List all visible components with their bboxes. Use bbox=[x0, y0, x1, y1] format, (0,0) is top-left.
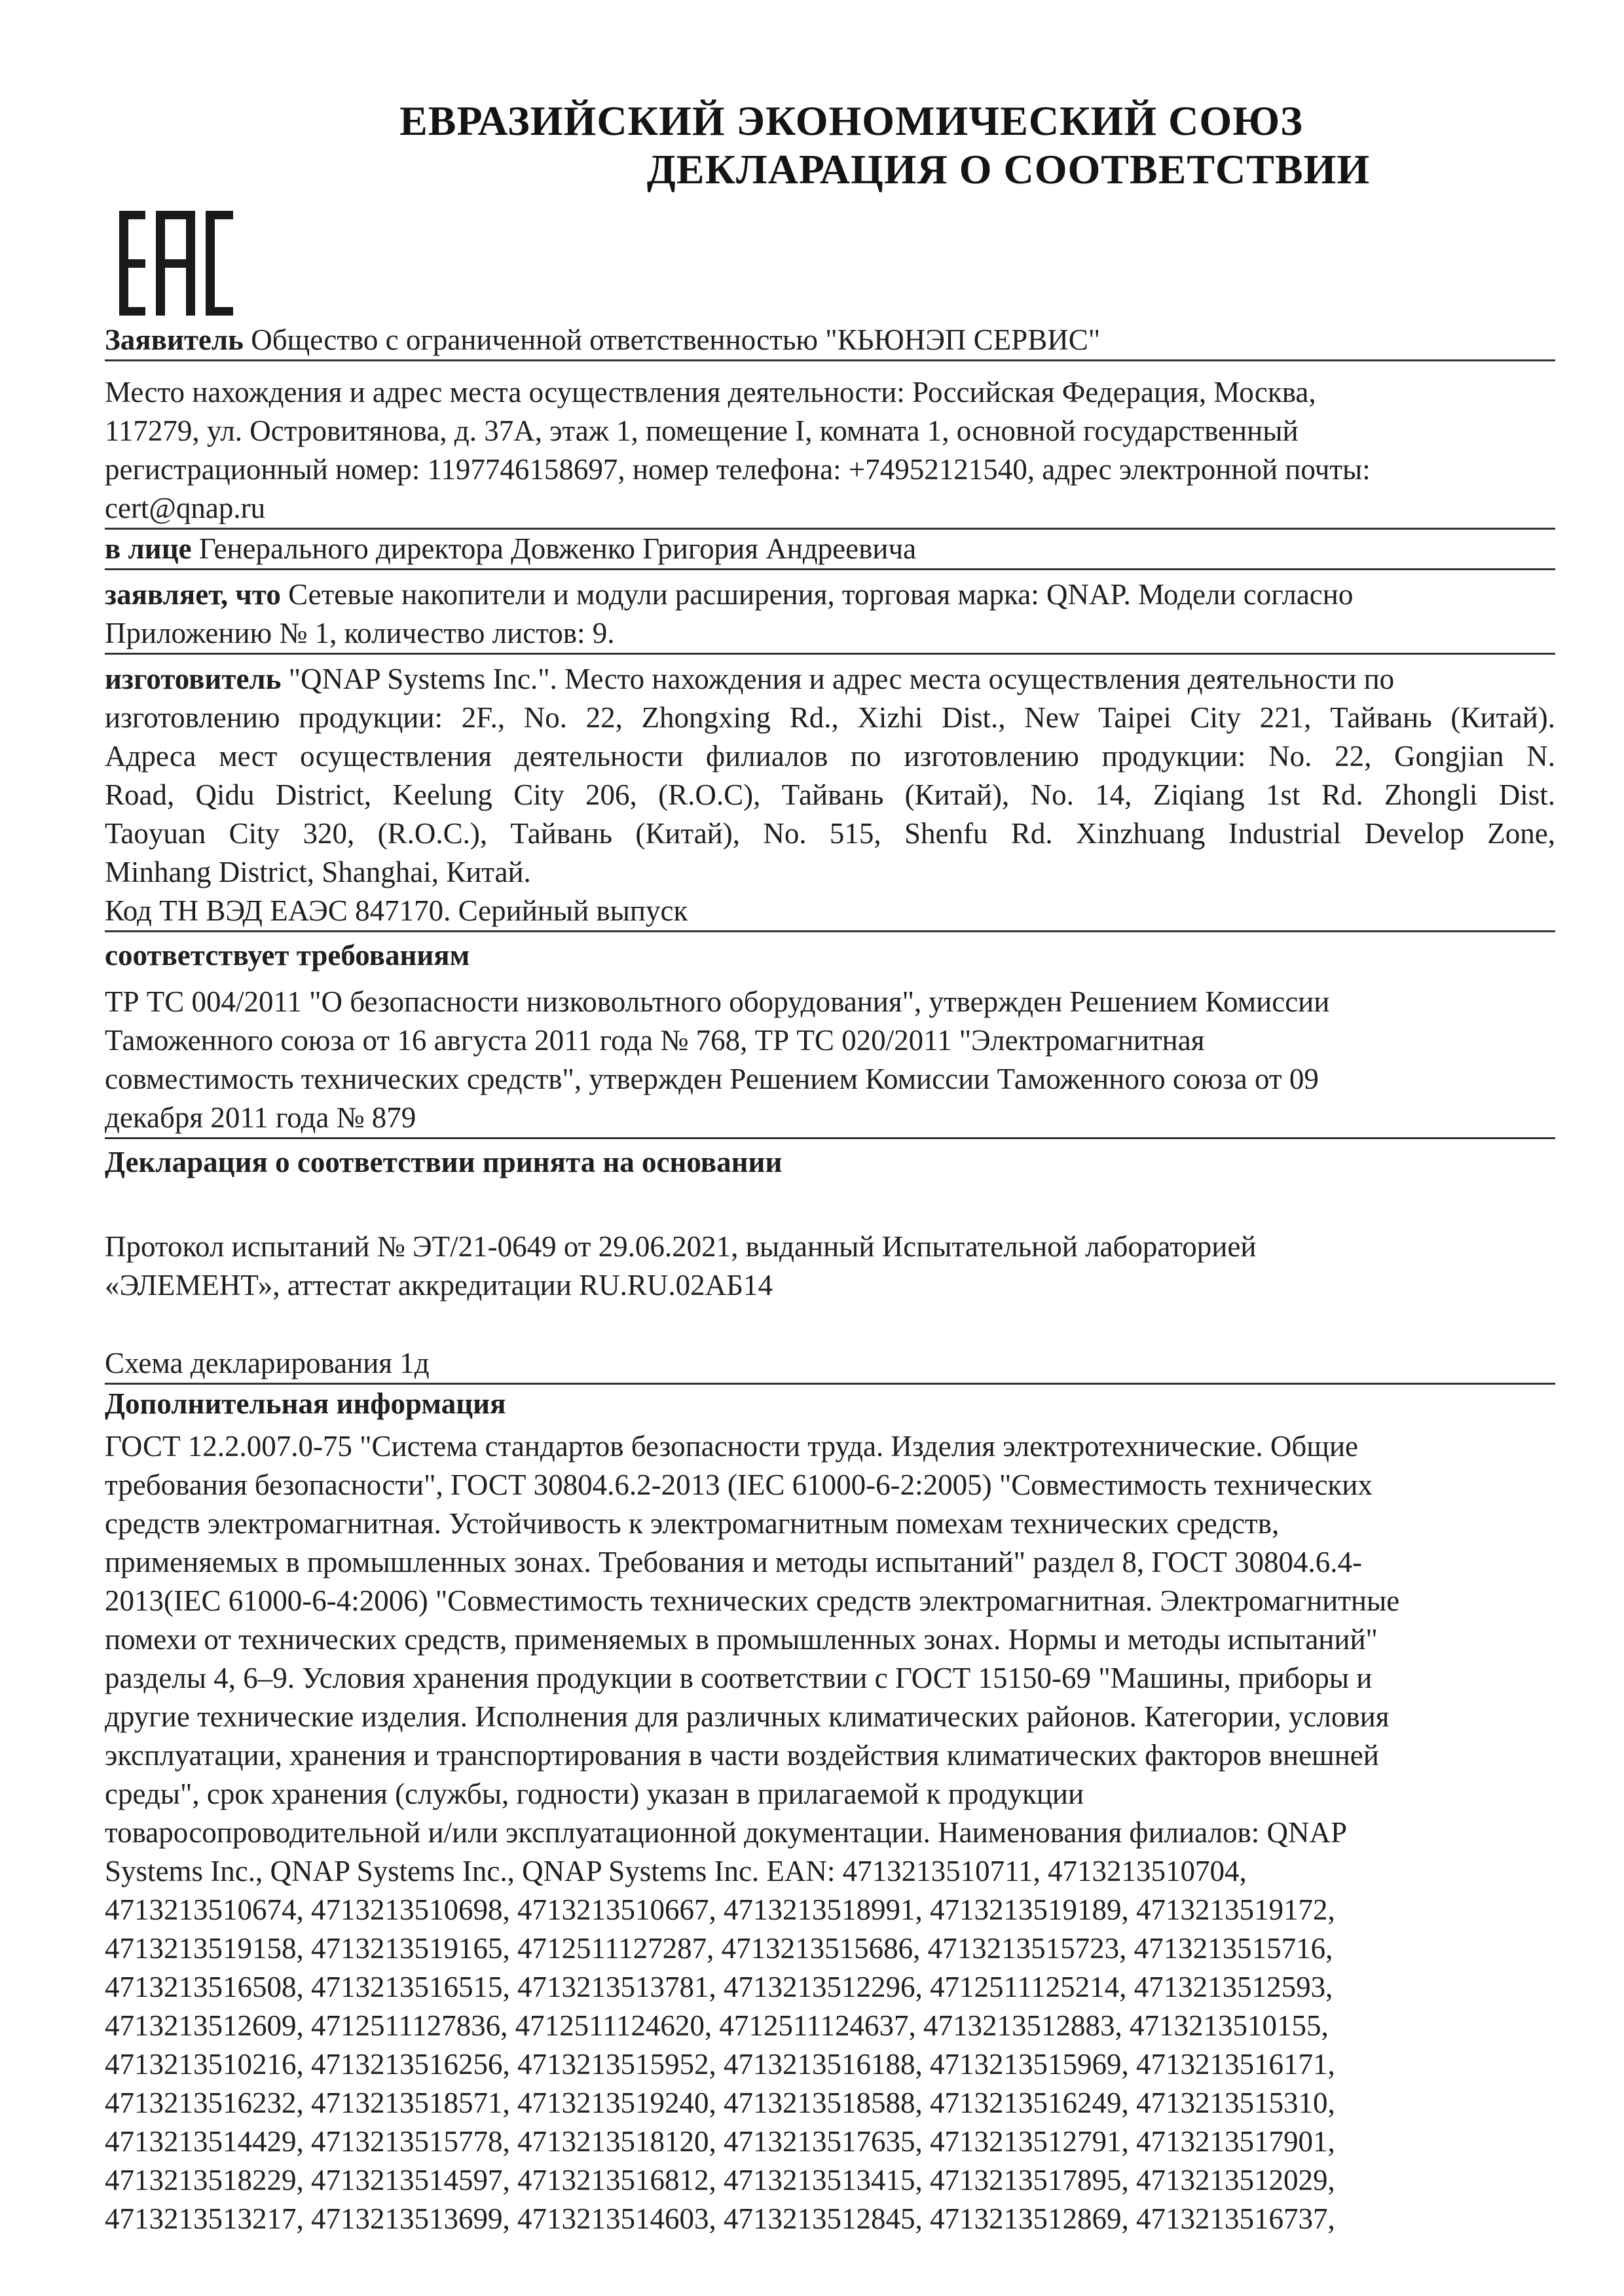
document-title: ДЕКЛАРАЦИЯ О СООТВЕТСТВИИ bbox=[646, 146, 1371, 192]
additional-line: применяемых в промышленных зонах. Требования и методы испытаний" раздел 8, ГОСТ 30804.6.4- bbox=[105, 1546, 1362, 1578]
scheme-line: Схема декларирования 1д bbox=[105, 1344, 1555, 1385]
basis-line: Протокол испытаний № ЭТ/21-0649 от 29.06.2021, выданный Испытательной лабораторией bbox=[105, 1230, 1257, 1263]
ean-line: 4713213516232, 4713213518571, 4713213519240, 4713213518588, 4713213516249, 4713213515310, bbox=[105, 2086, 1335, 2119]
additional-line: 2013(IEC 61000-6-4:2006) "Совместимость технических средств электромагнитная. Электромагнитные bbox=[105, 1584, 1400, 1617]
applicant-row bbox=[105, 321, 1555, 361]
requirements-line: ТР ТС 004/2011 "О безопасности низковольтного оборудования", утвержден Решением Комиссии bbox=[105, 985, 1330, 1018]
applicant-label: Заявитель bbox=[105, 323, 244, 356]
additional-line: средств электромагнитная. Устойчивость к электромагнитным помехам технических средств, bbox=[105, 1507, 1280, 1540]
additional-line: другие технические изделия. Исполнения для различных климатических районов. Категории, условия bbox=[105, 1700, 1390, 1733]
ean-line: 4713213510674, 4713213510698, 4713213510667, 4713213518991, 4713213519189, 4713213519172, bbox=[105, 1893, 1335, 1926]
ean-line: 4713213510216, 4713213516256, 4713213515952, 4713213516188, 4713213515969, 4713213516171, bbox=[105, 2048, 1335, 2081]
additional-line: ГОСТ 12.2.007.0-75 "Система стандартов безопасности труда. Изделия электротехнические. Общие bbox=[105, 1430, 1358, 1463]
declares-label: заявляет, что bbox=[105, 578, 281, 611]
basis-line: «ЭЛЕМЕНТ», аттестат аккредитации RU.RU.02АБ14 bbox=[105, 1269, 773, 1302]
address-line: 117279, ул. Островитянова, д. 37А, этаж 1, помещение I, комната 1, основной государственный bbox=[105, 414, 1299, 447]
representative-row bbox=[105, 530, 1555, 570]
manufacturer-block bbox=[105, 660, 1555, 892]
ean-line: 4713213514429, 4713213515778, 4713213518120, 4713213517635, 4713213512791, 4713213517901, bbox=[105, 2125, 1335, 2158]
declares-text: Сетевые накопители и модули расширения, торговая марка: QNAP. Модели согласно bbox=[280, 578, 1354, 611]
requirements-line: совместимость технических средств", утвержден Решением Комиссии Таможенного союза от 09 bbox=[105, 1063, 1319, 1095]
spacer bbox=[105, 1305, 1555, 1344]
basis-block bbox=[105, 1228, 1555, 1305]
representative-text: Генерального директора Довженко Григория Андреевича bbox=[191, 532, 917, 565]
requirements-block bbox=[105, 983, 1555, 1139]
ean-line: 4713213513217, 4713213513699, 4713213514603, 4713213512845, 4713213512869, 4713213516737, bbox=[105, 2202, 1335, 2235]
declaration-body bbox=[105, 321, 1555, 2238]
manufacturer-name: "QNAP Systems Inc.". Место нахождения и адрес места осуществления деятельности по bbox=[281, 663, 1395, 695]
additional-line: среды", срок хранения (службы, годности) указан в прилагаемой к продукции bbox=[105, 1777, 1084, 1810]
declares-line: Приложению № 1, количество листов: 9. bbox=[105, 617, 615, 649]
ean-line: 4713213518229, 4713213514597, 4713213516812, 4713213513415, 4713213517895, 4713213512029, bbox=[105, 2164, 1335, 2196]
additional-line: разделы 4, 6–9. Условия хранения продукции в соответствии с ГОСТ 15150-69 "Машины, приборы и bbox=[105, 1662, 1373, 1694]
manufacturer-line: Minhang District, Shanghai, Китай. bbox=[105, 856, 531, 888]
address-line: регистрационный номер: 1197746158697, номер телефона: +74952121540, адрес электронной почты: bbox=[105, 453, 1371, 486]
manufacturer-line: изготовлению продукции: 2F., No. 22, Zhongxing Rd., Xizhi Dist., New Taipei City 221, Тайвань (Китай). bbox=[105, 701, 1555, 734]
manufacturer-line: Road, Qidu District, Keelung City 206, (R.O.C), Тайвань (Китай), No. 14, Ziqiang 1st Rd. Zhongli Dist. bbox=[105, 778, 1555, 811]
additional-heading: Дополнительная информация bbox=[105, 1387, 506, 1420]
manufacturer-line: Адреса мест осуществления деятельности филиалов по изготовлению продукции: No. 22, Gongjian N. bbox=[105, 740, 1555, 773]
ean-line: 4713213519158, 4713213519165, 4712511127287, 4713213515686, 4713213515723, 4713213515716, bbox=[105, 1932, 1333, 1965]
eac-logo-icon bbox=[118, 208, 236, 319]
additional-line: помехи от технических средств, применяемых в промышленных зонах. Нормы и методы испытаний" bbox=[105, 1623, 1378, 1656]
requirements-line: декабря 2011 года № 879 bbox=[105, 1101, 416, 1134]
requirements-line: Таможенного союза от 16 августа 2011 года № 768, ТР ТС 020/2011 "Электромагнитная bbox=[105, 1024, 1205, 1057]
additional-line: требования безопасности", ГОСТ 30804.6.2-2013 (IEC 61000-6-2:2005) "Совместимость технических bbox=[105, 1468, 1373, 1501]
address-block bbox=[105, 373, 1555, 530]
manufacturer-line: Taoyuan City 320, (R.O.C.), Тайвань (Китай), No. 515, Shenfu Rd. Xinzhuang Industrial Develop Zone, bbox=[105, 817, 1555, 850]
requirements-heading: соответствует требованиям bbox=[105, 939, 470, 972]
ean-line: 4713213516508, 4713213516515, 4713213513781, 4713213512296, 4712511125214, 4713213512593, bbox=[105, 1971, 1333, 2003]
address-line: Место нахождения и адрес места осуществления деятельности: Российская Федерация, Москва, bbox=[105, 376, 1316, 409]
tn-ved-code: Код ТН ВЭД ЕАЭС 847170. Серийный выпуск bbox=[105, 892, 1555, 932]
ean-line: 4713213512609, 4712511127836, 4712511124620, 4712511124637, 4713213512883, 4713213510155, bbox=[105, 2009, 1329, 2042]
additional-line: товаросопроводительной и/или эксплуатационной документации. Наименования филиалов: QNAP bbox=[105, 1816, 1348, 1849]
spacer bbox=[105, 1182, 1555, 1228]
manufacturer-label: изготовитель bbox=[105, 663, 282, 695]
declares-block bbox=[105, 575, 1555, 655]
basis-heading: Декларация о соответствии принята на основании bbox=[105, 1146, 783, 1178]
additional-line: эксплуатации, хранения и транспортирования в части воздействия климатических факторов внешней bbox=[105, 1739, 1379, 1772]
representative-label: в лице bbox=[105, 532, 192, 565]
additional-line: Systems Inc., QNAP Systems Inc., QNAP Systems Inc. EAN: 4713213510711, 4713213510704, bbox=[105, 1855, 1247, 1887]
applicant-name: Общество с ограниченной ответственностью "КЬЮНЭП СЕРВИС" bbox=[243, 323, 1101, 356]
union-title: ЕВРАЗИЙСКИЙ ЭКОНОМИЧЕСКИЙ СОЮЗ bbox=[399, 98, 1303, 144]
address-line: cert@qnap.ru bbox=[105, 492, 266, 524]
additional-block bbox=[105, 1427, 1555, 2238]
